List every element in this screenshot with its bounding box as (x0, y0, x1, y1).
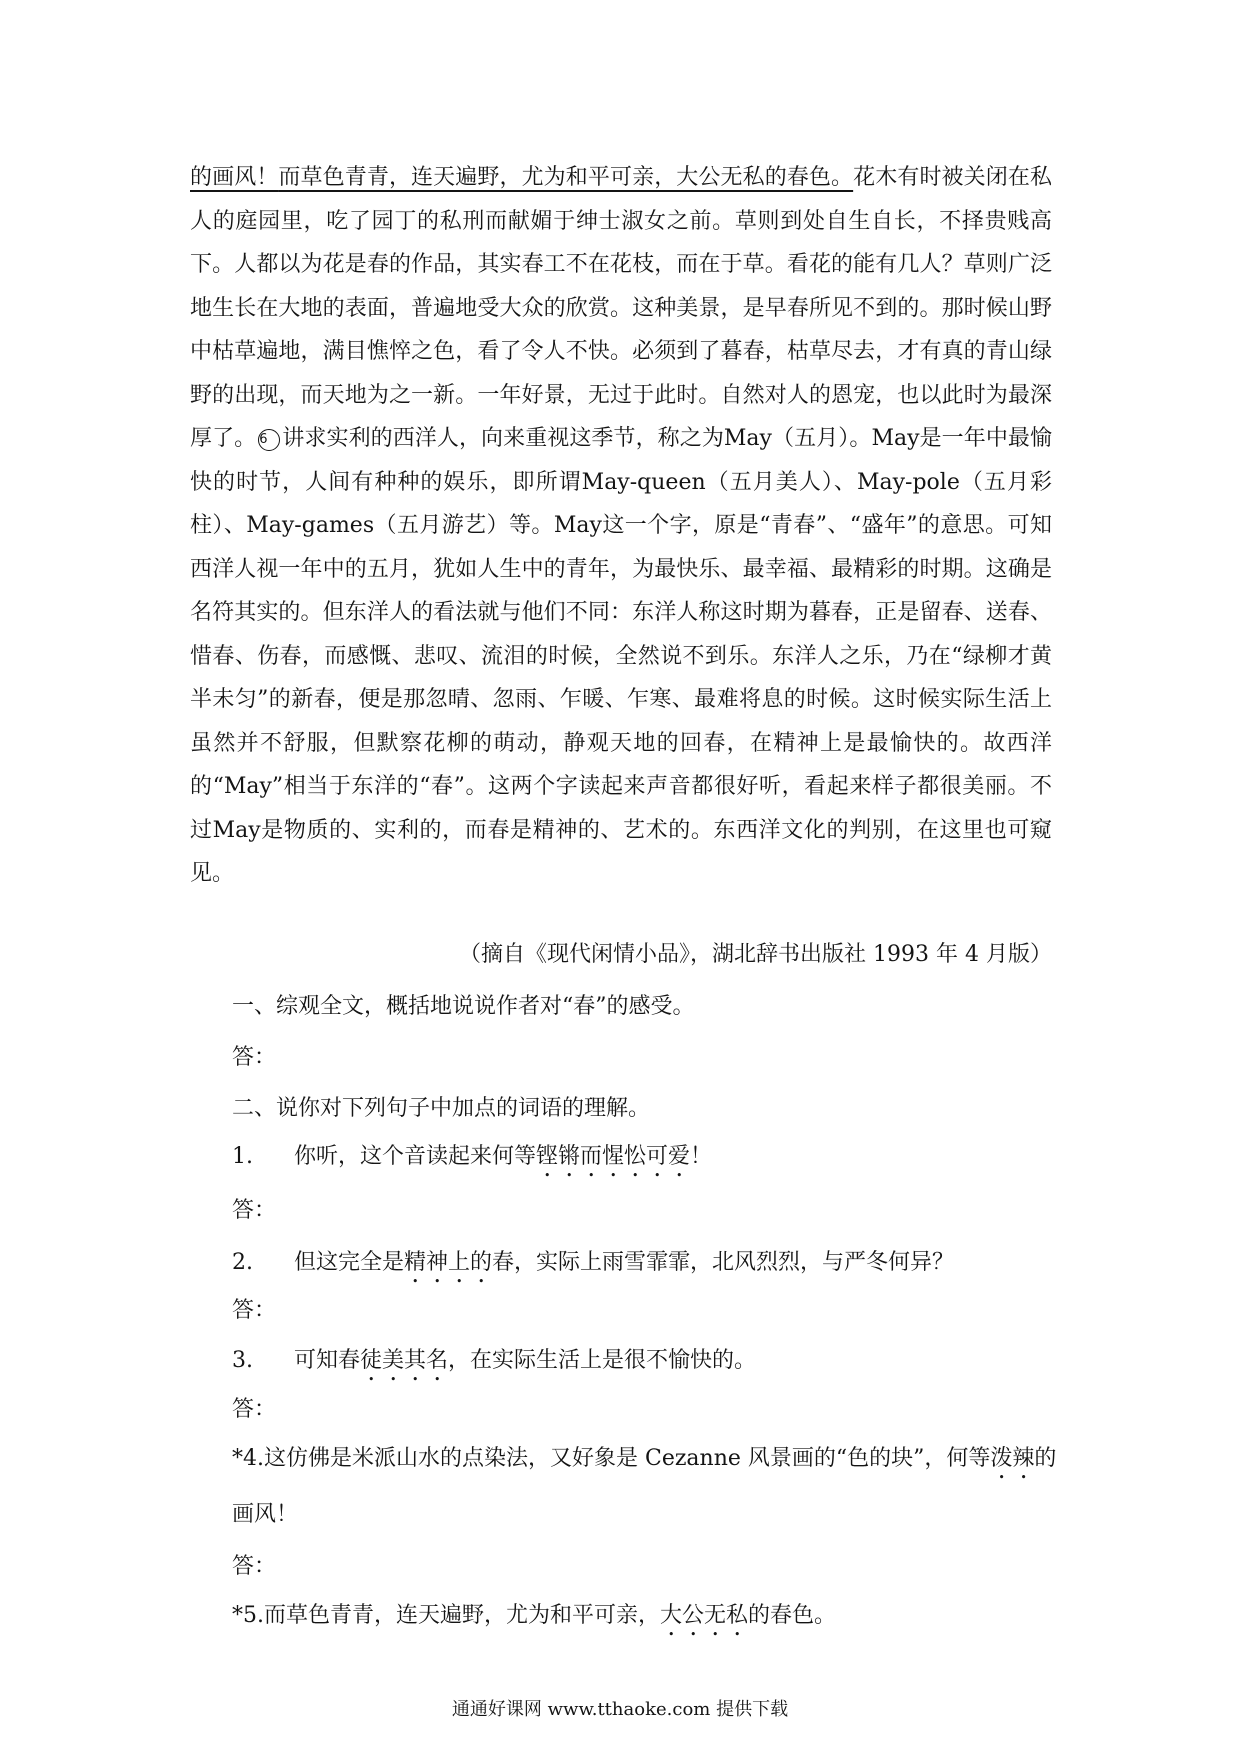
item-text-after: ，在实际生活上是很不愉快的。 (448, 1348, 757, 1373)
item-number: 3. (232, 1348, 253, 1373)
page-footer: 通通好课网 www.tthaoke.com 提供下载 (451, 1699, 789, 1720)
dotted-phrase: 徒美其名 (360, 1348, 449, 1373)
item-text-before: 但这完全是 (294, 1250, 405, 1275)
passage-text (190, 156, 1052, 896)
question-item-1 (232, 1142, 712, 1182)
dotted-phrase: 泼辣 (990, 1446, 1035, 1471)
question-item-3 (232, 1346, 756, 1386)
item-number: 2. (232, 1250, 253, 1275)
item-text-after: 的 (1034, 1446, 1057, 1471)
passage-paragraph-1: 花木有时被关闭在私人的庭园里，吃了园丁的私刑而献媚于绅士淑女之前。草则到处自生自长，不择贵贱高下。人都以为花是春的作品，其实春工不在花枝，而在于草。看花的能有几人？草则广泛地生长在大地的表面，普遍地受大众的欣赏。这种美景，是早春所见不到的。那时候山野中枯草遍地，满目憔悴之色，看了令人不快。必须到了暮春，枯草尽去，才有真的青山绿野的出现，而天地为之一新。一年好景，无过于此时。自然对人的恩宠，也以此时为最深厚了。 (190, 165, 1052, 451)
question-1: 一、综观全文，概括地说说作者对“春”的感受。 (232, 994, 695, 1019)
item-text-after: 春，实际上雨雪霏霏，北风烈烈，与严冬何异？ (492, 1250, 955, 1275)
circled-number-marker: 6 (258, 429, 280, 451)
source-citation: （摘自《现代闲情小品》，湖北辞书出版社 1993 年 4 月版） (459, 942, 1052, 967)
passage-paragraph-2: 讲求实利的西洋人，向来重视这季节，称之为May（五月）。May是一年中最愉快的时节，人间有种种的娱乐，即所谓May-queen（五月美人）、May-pole（五月彩柱）、May-games（五月游艺）等。May这一个字，原是“青春”、“盛年”的意思。可知西洋人视一年中的五月，犹如人生中的青年，为最快乐、最幸福、最精彩的时期。这确是名符其实的。但东洋人的看法就与他们不同：东洋人称这时期为暮春，正是留春、送春、惜春、伤春，而感慨、悲叹、流泪的时候，全然说不到乐。东洋人之乐，乃在“绿柳才黄半未匀”的新春，便是那忽晴、忽雨、乍暖、乍寒、最难将息的时候。这时候实际生活上虽然并不舒服，但默察花柳的萌动，静观天地的回春，在精神上是最愉快的。故西洋的“May”相当于东洋的“春”。这两个字读起来声音都很好听，看起来样子都很美丽。不过May是物质的、实利的，而春是精神的、艺术的。东西洋文化的判别，在这里也可窥见。 (190, 426, 1052, 886)
item-text-before: *5.而草色青青，连天遍野，尤为和平可亲， (232, 1603, 660, 1628)
underlined-phrase-1: 的画风！ (190, 165, 279, 190)
answer-label-2: 答： (232, 1198, 277, 1223)
answer-label-1: 答： (232, 1045, 277, 1070)
item-text-after: ！ (690, 1144, 713, 1169)
answer-label-5: 答： (232, 1554, 277, 1579)
item-number: 1. (232, 1144, 253, 1169)
item-text-after: 的春色。 (748, 1603, 837, 1628)
answer-label-3: 答： (232, 1298, 277, 1323)
question-item-2 (232, 1248, 954, 1288)
dotted-phrase: 精神上的 (404, 1250, 493, 1275)
question-item-5 (232, 1601, 836, 1641)
dotted-phrase: 大公无私 (660, 1603, 749, 1628)
item-text-before: 你听，这个音读起来何等 (294, 1144, 537, 1169)
question-item-4-continuation: 画风！ (232, 1502, 299, 1527)
answer-label-4: 答： (232, 1397, 277, 1422)
item-text-before: *4.这仿佛是米派山水的点染法，又好象是 Cezanne 风景画的“色的块”，何等 (232, 1446, 991, 1471)
question-item-4 (232, 1444, 1056, 1484)
dotted-phrase: 铿锵而惺忪可爱 (536, 1144, 691, 1169)
item-text-before: 可知春 (294, 1348, 361, 1373)
underlined-phrase-2: 而草色青青，连天遍野，尤为和平可亲，大公无私的春色。 (278, 165, 854, 190)
question-2: 二、说你对下列句子中加点的词语的理解。 (232, 1096, 651, 1121)
